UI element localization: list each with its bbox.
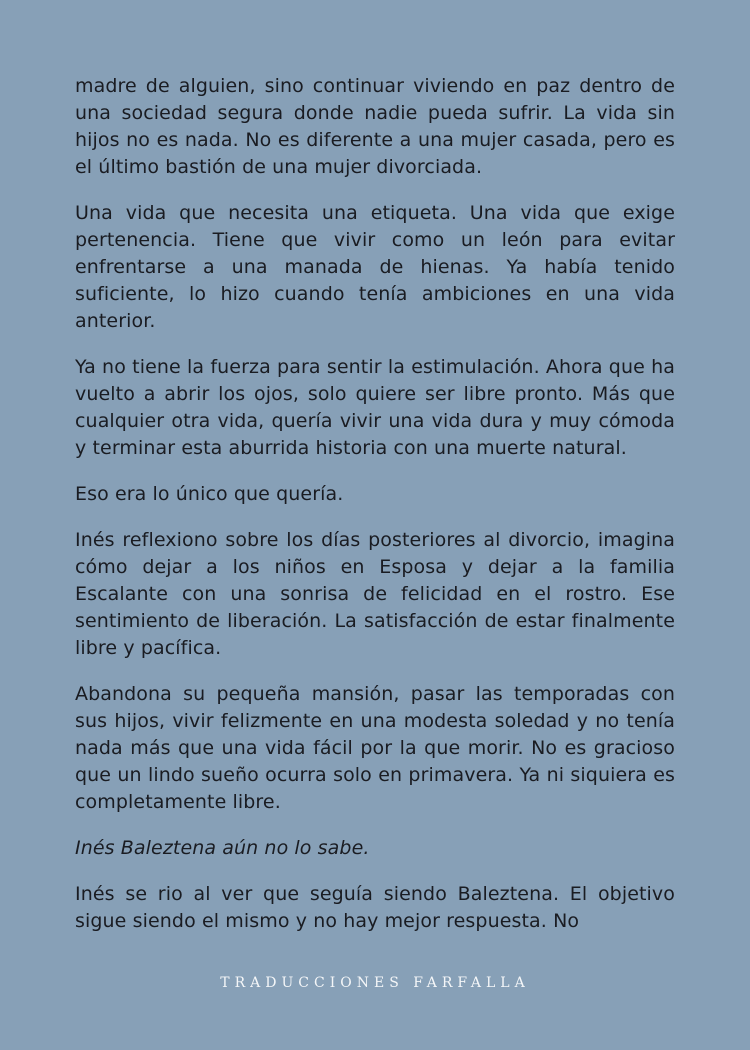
paragraph-5: Inés reflexiono sobre los días posteriores al divorcio, imagina cómo dejar a los niños en Esposa y dejar a la familia Escalante con una sonrisa de felicidad en el rostro. Ese sentimiento de liberación. La satisfacción de estar finalmente libre y pacífica.: [75, 529, 675, 659]
footer-credit: TRADUCCIONES FARFALLA: [220, 975, 530, 991]
paragraph-8: Inés se rio al ver que seguía siendo Baleztena. El objetivo sigue siendo el mismo y no hay mejor respuesta. No: [75, 883, 675, 932]
paragraph-4: Eso era lo único que quería.: [75, 483, 344, 505]
paragraph-2: Una vida que necesita una etiqueta. Una vida que exige pertenencia. Tiene que vivir como un león para evitar enfrentarse a una manada de hienas. Ya había tenido suficiente, lo hizo cuando tenía ambiciones en una vida anterior.: [75, 202, 675, 332]
paragraph-7-italic: Inés Baleztena aún no lo sabe.: [75, 837, 370, 859]
paragraph-3: Ya no tiene la fuerza para sentir la estimulación. Ahora que ha vuelto a abrir los ojos, solo quiere ser libre pronto. Más que cualquier otra vida, quería vivir una vida dura y muy cómoda y terminar esta aburrida historia con una muerte natural.: [75, 356, 675, 459]
page-body: [75, 73, 675, 954]
paragraph-6: Abandona su pequeña mansión, pasar las temporadas con sus hijos, vivir felizmente en una modesta soledad y no tenía nada más que una vida fácil por la que morir. No es gracioso que un lindo sueño ocurra solo en primavera. Ya ni siquiera es completamente libre.: [75, 683, 675, 813]
paragraph-1: madre de alguien, sino continuar viviendo en paz dentro de una sociedad segura donde nadie pueda sufrir. La vida sin hijos no es nada. No es diferente a una mujer casada, pero es el último bastión de una mujer divorciada.: [75, 75, 675, 178]
